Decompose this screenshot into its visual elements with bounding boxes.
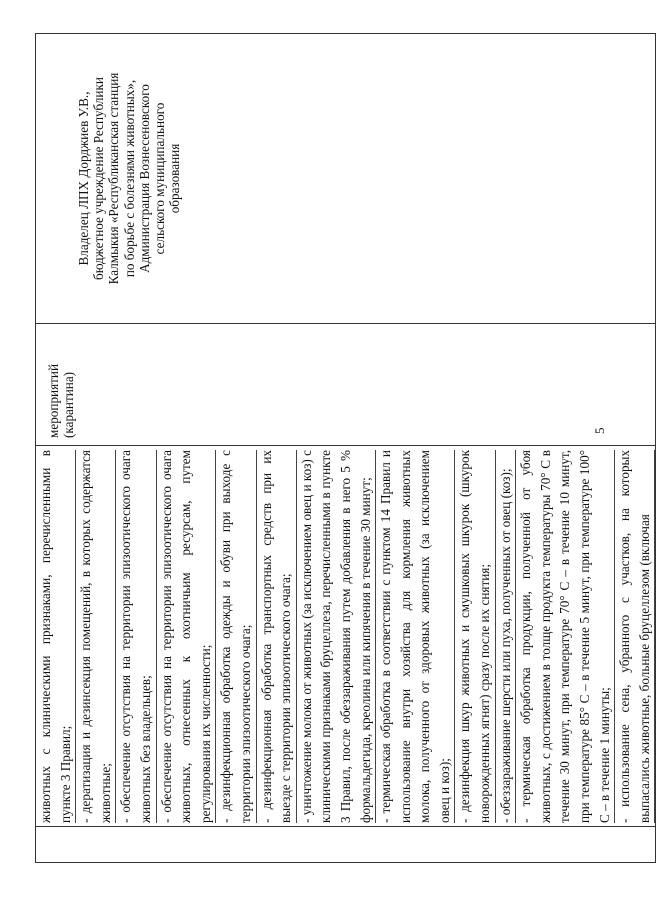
actions-list xyxy=(36,446,655,826)
rotated-table-wrapper xyxy=(35,38,652,863)
action-item: животных с клиническими признаками, перечисленными в пункте 3 Правил; xyxy=(36,450,76,823)
measure-line: (карантина) xyxy=(61,371,76,438)
owner-line: по борьбе с болезнями животных», xyxy=(121,79,137,278)
owner-line: Владелец ЛПХ Дорджиев У.В., xyxy=(76,91,91,266)
measure-cell xyxy=(36,324,656,446)
responsible-cell xyxy=(36,34,656,324)
measure-text xyxy=(36,324,76,445)
action-item: - уничтожение молока от животных (за исключением овец и коз) с клиническими признаками бруцеллеза, перечисленными в пункте 3 Правил, после обеззараживания путем добавления в него 5 % формальдегида, креолина или кипячения в течение 30 минут; xyxy=(297,450,376,823)
action-item: - термическая обработка в соответствии с пунктом 14 Правил и использование внутри хозяйства для кормления животных молока, полученного от здоровых животных (за исключением овец и коз); xyxy=(376,450,455,823)
quarantine-table xyxy=(35,33,656,863)
page-number: 5 xyxy=(592,427,607,434)
owner-line: Администрация Вознесеновского xyxy=(136,84,152,273)
action-item: - обеспечение отсутствия на территории эпизоотического очага животных без владельцев; xyxy=(116,450,156,823)
owner-line: Калмыкия «Республиканская станция xyxy=(106,72,122,285)
action-item: - обеспечение отсутствия на территории эпизоотического очага животных, отнесенных к охотничьим ресурсам, путем регулирования их численности; xyxy=(157,450,217,823)
action-item: - использование сена, убранного с участков, на которых выпасались животные, больные бруцеллезом (включая xyxy=(615,450,655,823)
owner-line: образования xyxy=(167,143,183,214)
action-item: - дезинфекционная обработка транспортных средств при их выезде с территории эпизоотического очага; xyxy=(257,450,297,823)
measure-line: мероприятий xyxy=(46,363,61,438)
action-item: - дератизация и дезинсекция помещений, в которых содержатся животные; xyxy=(76,450,116,823)
table-row xyxy=(36,34,656,863)
number-column-cell xyxy=(36,827,656,863)
actions-cell xyxy=(36,446,656,827)
action-item: - дезинфекционная обработка одежды и обуви при выходе с территории эпизоотического очага; xyxy=(216,450,256,823)
responsible-parties xyxy=(36,34,182,323)
action-item: - термическая обработка продукции, полученной от убоя животных, с достижением в толще продукта температуры 70° С в течение 30 минут, при температуре 70° С – в течение 10 минут, при температуре 85° С – в течение 5 минут, при температуре 100° С – в течение 1 минуты; xyxy=(516,450,615,823)
action-item: - обеззараживание шерсти или пуха, полученных от овец (коз); xyxy=(496,450,517,823)
action-item: - дезинфекция шкур животных и смушковых шкурок (шкурок новорожденных ягнят) сразу после их снятия; xyxy=(455,450,495,823)
owner-line: сельского муниципального xyxy=(152,102,168,255)
owner-line: бюджетное учреждение Республики xyxy=(91,77,107,280)
